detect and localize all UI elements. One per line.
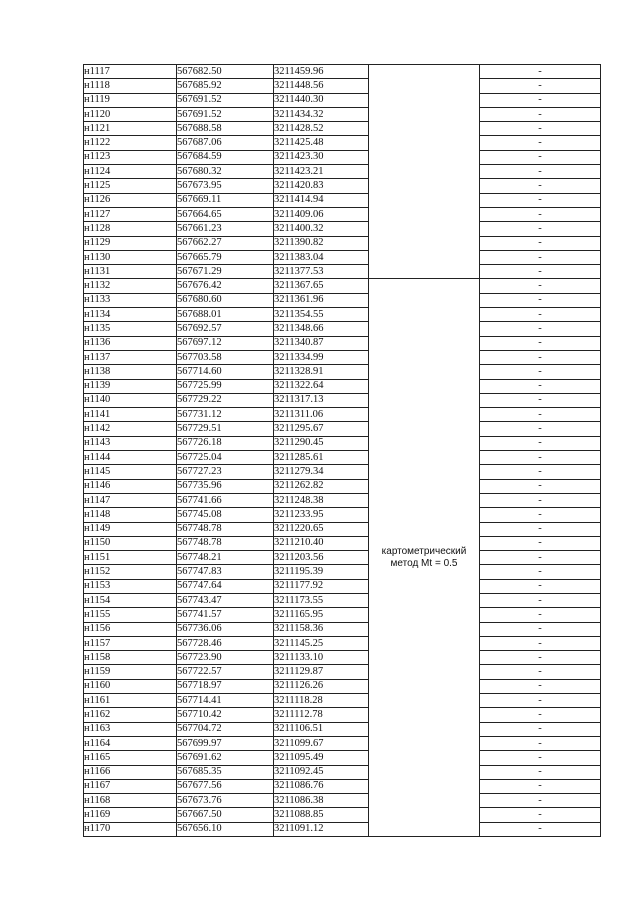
point-name-cell: н1119 [84,93,177,107]
accuracy-cell: - [480,608,601,622]
y-coordinate-cell: 3211086.76 [274,779,369,793]
point-name-cell: н1143 [84,436,177,450]
accuracy-cell: - [480,93,601,107]
point-name-cell: н1170 [84,822,177,836]
table-row [84,565,601,579]
table-row [84,79,601,93]
point-name-cell: н1161 [84,694,177,708]
table-row [84,393,601,407]
table-row [84,365,601,379]
accuracy-cell: - [480,279,601,293]
x-coordinate-cell: 567726.18 [177,436,274,450]
accuracy-cell: - [480,193,601,207]
y-coordinate-cell: 3211414.94 [274,193,369,207]
y-coordinate-cell: 3211092.45 [274,765,369,779]
accuracy-cell: - [480,422,601,436]
x-coordinate-cell: 567710.42 [177,708,274,722]
point-name-cell: н1164 [84,736,177,750]
point-name-cell: н1162 [84,708,177,722]
point-name-cell: н1146 [84,479,177,493]
accuracy-cell: - [480,265,601,279]
y-coordinate-cell: 3211129.87 [274,665,369,679]
x-coordinate-cell: 567661.23 [177,222,274,236]
accuracy-cell: - [480,708,601,722]
table-row [84,250,601,264]
point-name-cell: н1127 [84,207,177,221]
point-name-cell: н1154 [84,593,177,607]
point-name-cell: н1132 [84,279,177,293]
point-name-cell: н1157 [84,636,177,650]
x-coordinate-cell: 567691.62 [177,751,274,765]
accuracy-cell: - [480,822,601,836]
point-name-cell: н1131 [84,265,177,279]
x-coordinate-cell: 567735.96 [177,479,274,493]
x-coordinate-cell: 567725.04 [177,451,274,465]
y-coordinate-cell: 3211423.21 [274,165,369,179]
x-coordinate-cell: 567741.66 [177,493,274,507]
table-row [84,279,601,293]
coordinates-table [83,64,601,837]
accuracy-cell: - [480,322,601,336]
x-coordinate-cell: 567684.59 [177,150,274,164]
x-coordinate-cell: 567680.60 [177,293,274,307]
y-coordinate-cell: 3211448.56 [274,79,369,93]
table-row [84,207,601,221]
x-coordinate-cell: 567673.76 [177,794,274,808]
point-name-cell: н1168 [84,794,177,808]
x-coordinate-cell: 567748.78 [177,536,274,550]
table-row [84,665,601,679]
point-name-cell: н1129 [84,236,177,250]
y-coordinate-cell: 3211290.45 [274,436,369,450]
accuracy-cell: - [480,179,601,193]
y-coordinate-cell: 3211195.39 [274,565,369,579]
y-coordinate-cell: 3211420.83 [274,179,369,193]
x-coordinate-cell: 567725.99 [177,379,274,393]
table-row [84,765,601,779]
table-row [84,493,601,507]
point-name-cell: н1123 [84,150,177,164]
accuracy-cell: - [480,379,601,393]
point-name-cell: н1118 [84,79,177,93]
y-coordinate-cell: 3211279.34 [274,465,369,479]
accuracy-cell: - [480,479,601,493]
x-coordinate-cell: 567736.06 [177,622,274,636]
y-coordinate-cell: 3211383.04 [274,250,369,264]
point-name-cell: н1148 [84,508,177,522]
x-coordinate-cell: 567748.21 [177,551,274,565]
table-row [84,651,601,665]
table-row [84,222,601,236]
x-coordinate-cell: 567748.78 [177,522,274,536]
accuracy-cell: - [480,293,601,307]
accuracy-cell: - [480,593,601,607]
accuracy-cell: - [480,136,601,150]
x-coordinate-cell: 567722.57 [177,665,274,679]
point-name-cell: н1160 [84,679,177,693]
method-cell-empty [369,65,480,279]
accuracy-cell: - [480,393,601,407]
table-row [84,136,601,150]
y-coordinate-cell: 3211367.65 [274,279,369,293]
table-row [84,293,601,307]
point-name-cell: н1128 [84,222,177,236]
y-coordinate-cell: 3211328.91 [274,365,369,379]
table-row [84,465,601,479]
y-coordinate-cell: 3211099.67 [274,736,369,750]
y-coordinate-cell: 3211295.67 [274,422,369,436]
table-row [84,336,601,350]
x-coordinate-cell: 567741.57 [177,608,274,622]
x-coordinate-cell: 567704.72 [177,722,274,736]
point-name-cell: н1135 [84,322,177,336]
table-row [84,551,601,565]
x-coordinate-cell: 567731.12 [177,408,274,422]
y-coordinate-cell: 3211091.12 [274,822,369,836]
point-name-cell: н1144 [84,451,177,465]
table-row [84,536,601,550]
y-coordinate-cell: 3211348.66 [274,322,369,336]
y-coordinate-cell: 3211400.32 [274,222,369,236]
y-coordinate-cell: 3211361.96 [274,293,369,307]
point-name-cell: н1152 [84,565,177,579]
accuracy-cell: - [480,565,601,579]
y-coordinate-cell: 3211220.65 [274,522,369,536]
x-coordinate-cell: 567677.56 [177,779,274,793]
table-row [84,422,601,436]
accuracy-cell: - [480,365,601,379]
point-name-cell: н1142 [84,422,177,436]
accuracy-cell: - [480,236,601,250]
y-coordinate-cell: 3211262.82 [274,479,369,493]
coordinates-table-body [84,65,601,837]
y-coordinate-cell: 3211095.49 [274,751,369,765]
table-row [84,265,601,279]
y-coordinate-cell: 3211317.13 [274,393,369,407]
y-coordinate-cell: 3211086.38 [274,794,369,808]
table-row [84,107,601,121]
point-name-cell: н1163 [84,722,177,736]
method-cell [369,279,480,837]
point-name-cell: н1122 [84,136,177,150]
accuracy-cell: - [480,465,601,479]
x-coordinate-cell: 567673.95 [177,179,274,193]
table-row [84,779,601,793]
table-row [84,93,601,107]
accuracy-cell: - [480,794,601,808]
point-name-cell: н1134 [84,308,177,322]
y-coordinate-cell: 3211233.95 [274,508,369,522]
table-row [84,350,601,364]
y-coordinate-cell: 3211322.64 [274,379,369,393]
x-coordinate-cell: 567728.46 [177,636,274,650]
accuracy-cell: - [480,150,601,164]
table-row [84,236,601,250]
point-name-cell: н1133 [84,293,177,307]
x-coordinate-cell: 567747.83 [177,565,274,579]
x-coordinate-cell: 567723.90 [177,651,274,665]
point-name-cell: н1150 [84,536,177,550]
table-row [84,165,601,179]
point-name-cell: н1126 [84,193,177,207]
accuracy-cell: - [480,79,601,93]
point-name-cell: н1124 [84,165,177,179]
x-coordinate-cell: 567664.65 [177,207,274,221]
y-coordinate-cell: 3211285.61 [274,451,369,465]
accuracy-cell: - [480,522,601,536]
x-coordinate-cell: 567688.01 [177,308,274,322]
table-row [84,479,601,493]
table-row [84,822,601,836]
y-coordinate-cell: 3211377.53 [274,265,369,279]
accuracy-cell: - [480,765,601,779]
y-coordinate-cell: 3211112.78 [274,708,369,722]
y-coordinate-cell: 3211390.82 [274,236,369,250]
point-name-cell: н1141 [84,408,177,422]
point-name-cell: н1145 [84,465,177,479]
point-name-cell: н1121 [84,122,177,136]
accuracy-cell: - [480,451,601,465]
table-row [84,722,601,736]
table-row [84,579,601,593]
point-name-cell: н1130 [84,250,177,264]
point-name-cell: н1117 [84,65,177,79]
x-coordinate-cell: 567685.35 [177,765,274,779]
y-coordinate-cell: 3211210.40 [274,536,369,550]
table-row [84,736,601,750]
x-coordinate-cell: 567718.97 [177,679,274,693]
table-row [84,751,601,765]
accuracy-cell: - [480,493,601,507]
y-coordinate-cell: 3211177.92 [274,579,369,593]
accuracy-cell: - [480,250,601,264]
table-row [84,322,601,336]
point-name-cell: н1137 [84,350,177,364]
x-coordinate-cell: 567680.32 [177,165,274,179]
accuracy-cell: - [480,165,601,179]
table-row [84,436,601,450]
point-name-cell: н1125 [84,179,177,193]
x-coordinate-cell: 567699.97 [177,736,274,750]
y-coordinate-cell: 3211340.87 [274,336,369,350]
y-coordinate-cell: 3211248.38 [274,493,369,507]
table-row [84,593,601,607]
x-coordinate-cell: 567665.79 [177,250,274,264]
accuracy-cell: - [480,579,601,593]
y-coordinate-cell: 3211423.30 [274,150,369,164]
table-row [84,408,601,422]
accuracy-cell: - [480,65,601,79]
y-coordinate-cell: 3211425.48 [274,136,369,150]
point-name-cell: н1139 [84,379,177,393]
point-name-cell: н1147 [84,493,177,507]
y-coordinate-cell: 3211088.85 [274,808,369,822]
point-name-cell: н1149 [84,522,177,536]
x-coordinate-cell: 567662.27 [177,236,274,250]
y-coordinate-cell: 3211409.06 [274,207,369,221]
table-row [84,150,601,164]
table-row [84,179,601,193]
table-row [84,794,601,808]
accuracy-cell: - [480,679,601,693]
x-coordinate-cell: 567745.08 [177,508,274,522]
x-coordinate-cell: 567682.50 [177,65,274,79]
x-coordinate-cell: 567743.47 [177,593,274,607]
accuracy-cell: - [480,808,601,822]
x-coordinate-cell: 567687.06 [177,136,274,150]
y-coordinate-cell: 3211459.96 [274,65,369,79]
table-row [84,679,601,693]
table-row [84,808,601,822]
accuracy-cell: - [480,350,601,364]
point-name-cell: н1136 [84,336,177,350]
y-coordinate-cell: 3211440.30 [274,93,369,107]
y-coordinate-cell: 3211173.55 [274,593,369,607]
accuracy-cell: - [480,722,601,736]
x-coordinate-cell: 567691.52 [177,93,274,107]
accuracy-cell: - [480,122,601,136]
x-coordinate-cell: 567671.29 [177,265,274,279]
point-name-cell: н1156 [84,622,177,636]
accuracy-cell: - [480,207,601,221]
y-coordinate-cell: 3211428.52 [274,122,369,136]
table-row [84,65,601,79]
y-coordinate-cell: 3211434.32 [274,107,369,121]
table-row [84,308,601,322]
x-coordinate-cell: 567656.10 [177,822,274,836]
accuracy-cell: - [480,622,601,636]
y-coordinate-cell: 3211311.06 [274,408,369,422]
x-coordinate-cell: 567669.11 [177,193,274,207]
y-coordinate-cell: 3211334.99 [274,350,369,364]
x-coordinate-cell: 567667.50 [177,808,274,822]
accuracy-cell: - [480,651,601,665]
y-coordinate-cell: 3211133.10 [274,651,369,665]
method-text-line-1: картометрический [381,545,467,557]
table-row [84,608,601,622]
x-coordinate-cell: 567729.51 [177,422,274,436]
x-coordinate-cell: 567688.58 [177,122,274,136]
table-row [84,522,601,536]
accuracy-cell: - [480,336,601,350]
point-name-cell: н1159 [84,665,177,679]
y-coordinate-cell: 3211106.51 [274,722,369,736]
x-coordinate-cell: 567697.12 [177,336,274,350]
table-row [84,451,601,465]
table-row [84,122,601,136]
table-row [84,708,601,722]
y-coordinate-cell: 3211118.28 [274,694,369,708]
x-coordinate-cell: 567714.60 [177,365,274,379]
point-name-cell: н1166 [84,765,177,779]
accuracy-cell: - [480,536,601,550]
method-text-line-2: метод Mt = 0.5 [390,557,458,569]
table-row [84,193,601,207]
point-name-cell: н1151 [84,551,177,565]
point-name-cell: н1165 [84,751,177,765]
table-row [84,379,601,393]
accuracy-cell: - [480,222,601,236]
y-coordinate-cell: 3211158.36 [274,622,369,636]
x-coordinate-cell: 567747.64 [177,579,274,593]
accuracy-cell: - [480,551,601,565]
x-coordinate-cell: 567714.41 [177,694,274,708]
accuracy-cell: - [480,694,601,708]
accuracy-cell: - [480,308,601,322]
point-name-cell: н1140 [84,393,177,407]
accuracy-cell: - [480,508,601,522]
x-coordinate-cell: 567676.42 [177,279,274,293]
table-row [84,636,601,650]
y-coordinate-cell: 3211203.56 [274,551,369,565]
point-name-cell: н1120 [84,107,177,121]
y-coordinate-cell: 3211145.25 [274,636,369,650]
x-coordinate-cell: 567727.23 [177,465,274,479]
x-coordinate-cell: 567691.52 [177,107,274,121]
accuracy-cell: - [480,665,601,679]
accuracy-cell: - [480,436,601,450]
accuracy-cell: - [480,751,601,765]
accuracy-cell: - [480,107,601,121]
x-coordinate-cell: 567692.57 [177,322,274,336]
y-coordinate-cell: 3211126.26 [274,679,369,693]
point-name-cell: н1169 [84,808,177,822]
x-coordinate-cell: 567703.58 [177,350,274,364]
accuracy-cell: - [480,636,601,650]
table-row [84,508,601,522]
accuracy-cell: - [480,736,601,750]
point-name-cell: н1155 [84,608,177,622]
y-coordinate-cell: 3211165.95 [274,608,369,622]
point-name-cell: н1138 [84,365,177,379]
table-row [84,622,601,636]
point-name-cell: н1167 [84,779,177,793]
accuracy-cell: - [480,779,601,793]
x-coordinate-cell: 567685.92 [177,79,274,93]
y-coordinate-cell: 3211354.55 [274,308,369,322]
point-name-cell: н1158 [84,651,177,665]
table-row [84,694,601,708]
accuracy-cell: - [480,408,601,422]
x-coordinate-cell: 567729.22 [177,393,274,407]
point-name-cell: н1153 [84,579,177,593]
